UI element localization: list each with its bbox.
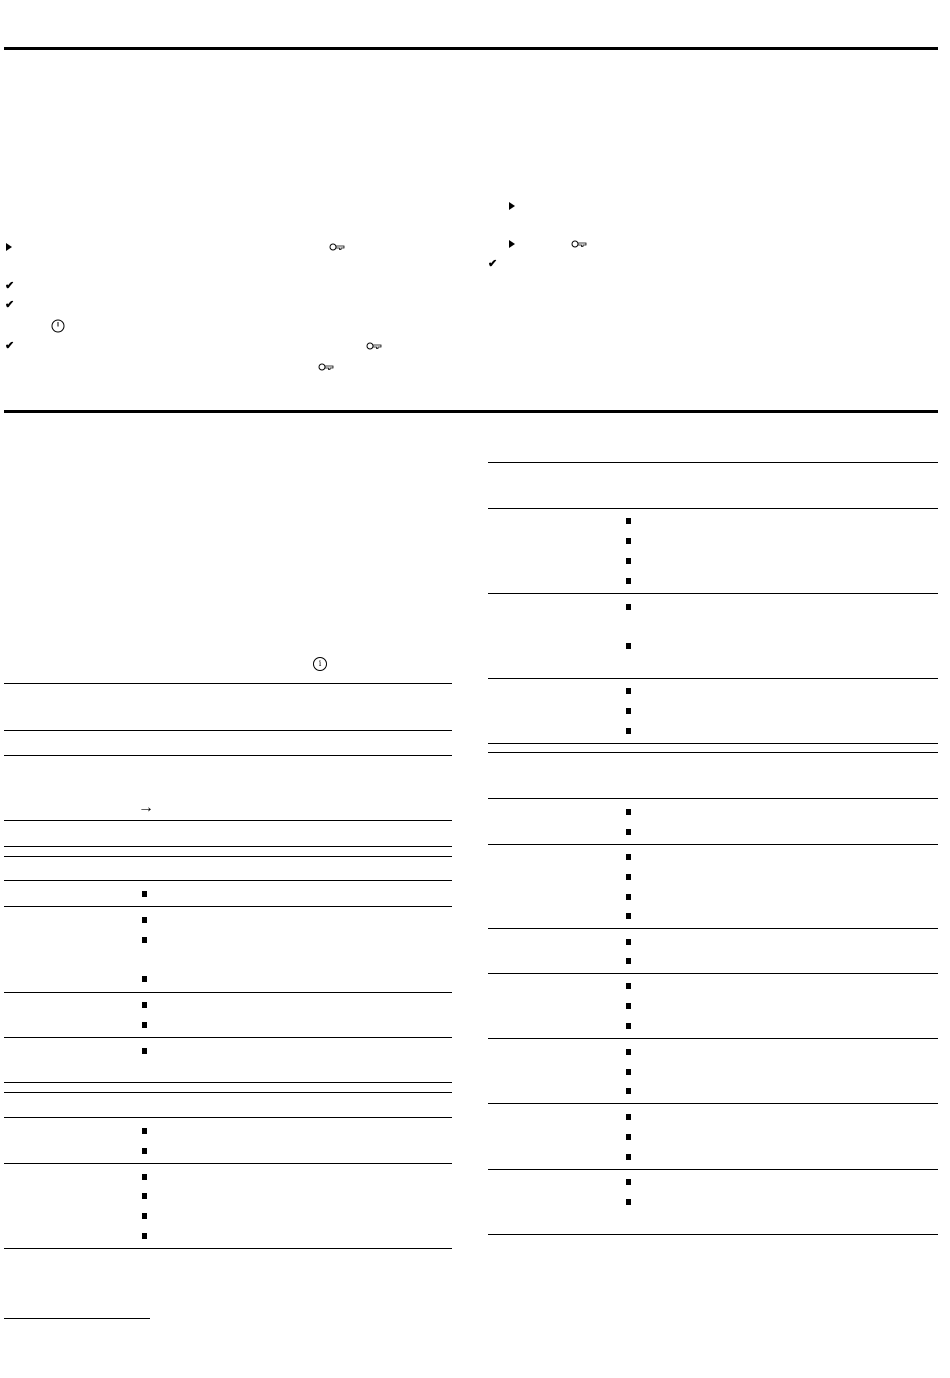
info-icon: i (313, 657, 327, 671)
square-bullet-icon (142, 1193, 147, 1199)
key-icon (366, 342, 382, 350)
right-table-rule (488, 844, 938, 845)
square-bullet-icon (626, 854, 631, 860)
square-bullet-icon (626, 1088, 631, 1094)
right-table-rule (488, 1169, 938, 1170)
square-bullet-icon (142, 917, 147, 923)
key-icon (571, 240, 587, 248)
square-bullet-icon (626, 518, 631, 524)
left-table-rule (4, 683, 452, 684)
square-bullet-icon (626, 1154, 631, 1160)
square-bullet-icon (142, 1048, 147, 1054)
right-table-rule (488, 462, 938, 463)
left-table-rule (4, 846, 452, 847)
right-table-rule (488, 508, 938, 509)
left-table-rule (4, 820, 452, 821)
check-mark-icon: ✔ (5, 299, 15, 311)
square-bullet-icon (626, 604, 631, 610)
square-bullet-icon (626, 1003, 631, 1009)
right-table-rule (488, 1234, 938, 1235)
square-bullet-icon (142, 1174, 147, 1180)
square-bullet-icon (626, 578, 631, 584)
right-table-rule (488, 798, 938, 799)
square-bullet-icon (142, 891, 147, 897)
square-bullet-icon (626, 1179, 631, 1185)
square-bullet-icon (626, 913, 631, 919)
left-table-rule (4, 1117, 452, 1118)
top-section-rule (4, 47, 938, 50)
square-bullet-icon (626, 894, 631, 900)
left-table-rule (4, 1092, 452, 1093)
square-bullet-icon (626, 728, 631, 734)
play-triangle-icon (6, 243, 12, 251)
square-bullet-icon (626, 643, 631, 649)
square-bullet-icon (142, 937, 147, 943)
left-table-rule (4, 856, 452, 857)
square-bullet-icon (626, 829, 631, 835)
square-bullet-icon (626, 1023, 631, 1029)
right-table-rule (488, 928, 938, 929)
square-bullet-icon (626, 1199, 631, 1205)
square-bullet-icon (626, 688, 631, 694)
footnote-rule (4, 1318, 150, 1319)
left-table-rule (4, 992, 452, 993)
square-bullet-icon (626, 1114, 631, 1120)
right-table-rule (488, 752, 938, 753)
square-bullet-icon (626, 1049, 631, 1055)
second-section-rule (4, 410, 938, 413)
square-bullet-icon (626, 558, 631, 564)
square-bullet-icon (626, 538, 631, 544)
left-table-rule (4, 1163, 452, 1164)
square-bullet-icon (626, 983, 631, 989)
square-bullet-icon (626, 1069, 631, 1075)
square-bullet-icon (626, 1134, 631, 1140)
left-table-rule (4, 1037, 452, 1038)
check-mark-icon: ✔ (488, 258, 498, 270)
key-icon (318, 363, 334, 371)
square-bullet-icon (142, 976, 147, 982)
right-table-rule (488, 593, 938, 594)
left-table-rule (4, 1082, 452, 1083)
square-bullet-icon (142, 1002, 147, 1008)
left-table-rule (4, 880, 452, 881)
check-mark-icon: ✔ (5, 280, 15, 292)
square-bullet-icon (626, 874, 631, 880)
power-icon (51, 319, 65, 333)
right-table-rule (488, 743, 938, 744)
square-bullet-icon (626, 708, 631, 714)
square-bullet-icon (626, 939, 631, 945)
right-arrow-icon: → (138, 799, 154, 816)
play-triangle-icon (509, 202, 515, 210)
check-mark-icon: ✔ (5, 340, 15, 352)
square-bullet-icon (142, 1148, 147, 1154)
left-table-rule (4, 730, 452, 731)
key-icon (329, 243, 345, 251)
square-bullet-icon (142, 1022, 147, 1028)
left-table-rule (4, 755, 452, 756)
right-table-rule (488, 1103, 938, 1104)
play-triangle-icon (509, 240, 515, 248)
left-table-rule (4, 1248, 452, 1249)
right-table-rule (488, 678, 938, 679)
square-bullet-icon (142, 1213, 147, 1219)
right-table-rule (488, 1038, 938, 1039)
square-bullet-icon (142, 1233, 147, 1239)
right-table-rule (488, 973, 938, 974)
square-bullet-icon (626, 809, 631, 815)
left-table-rule (4, 906, 452, 907)
square-bullet-icon (626, 958, 631, 964)
square-bullet-icon (142, 1128, 147, 1134)
